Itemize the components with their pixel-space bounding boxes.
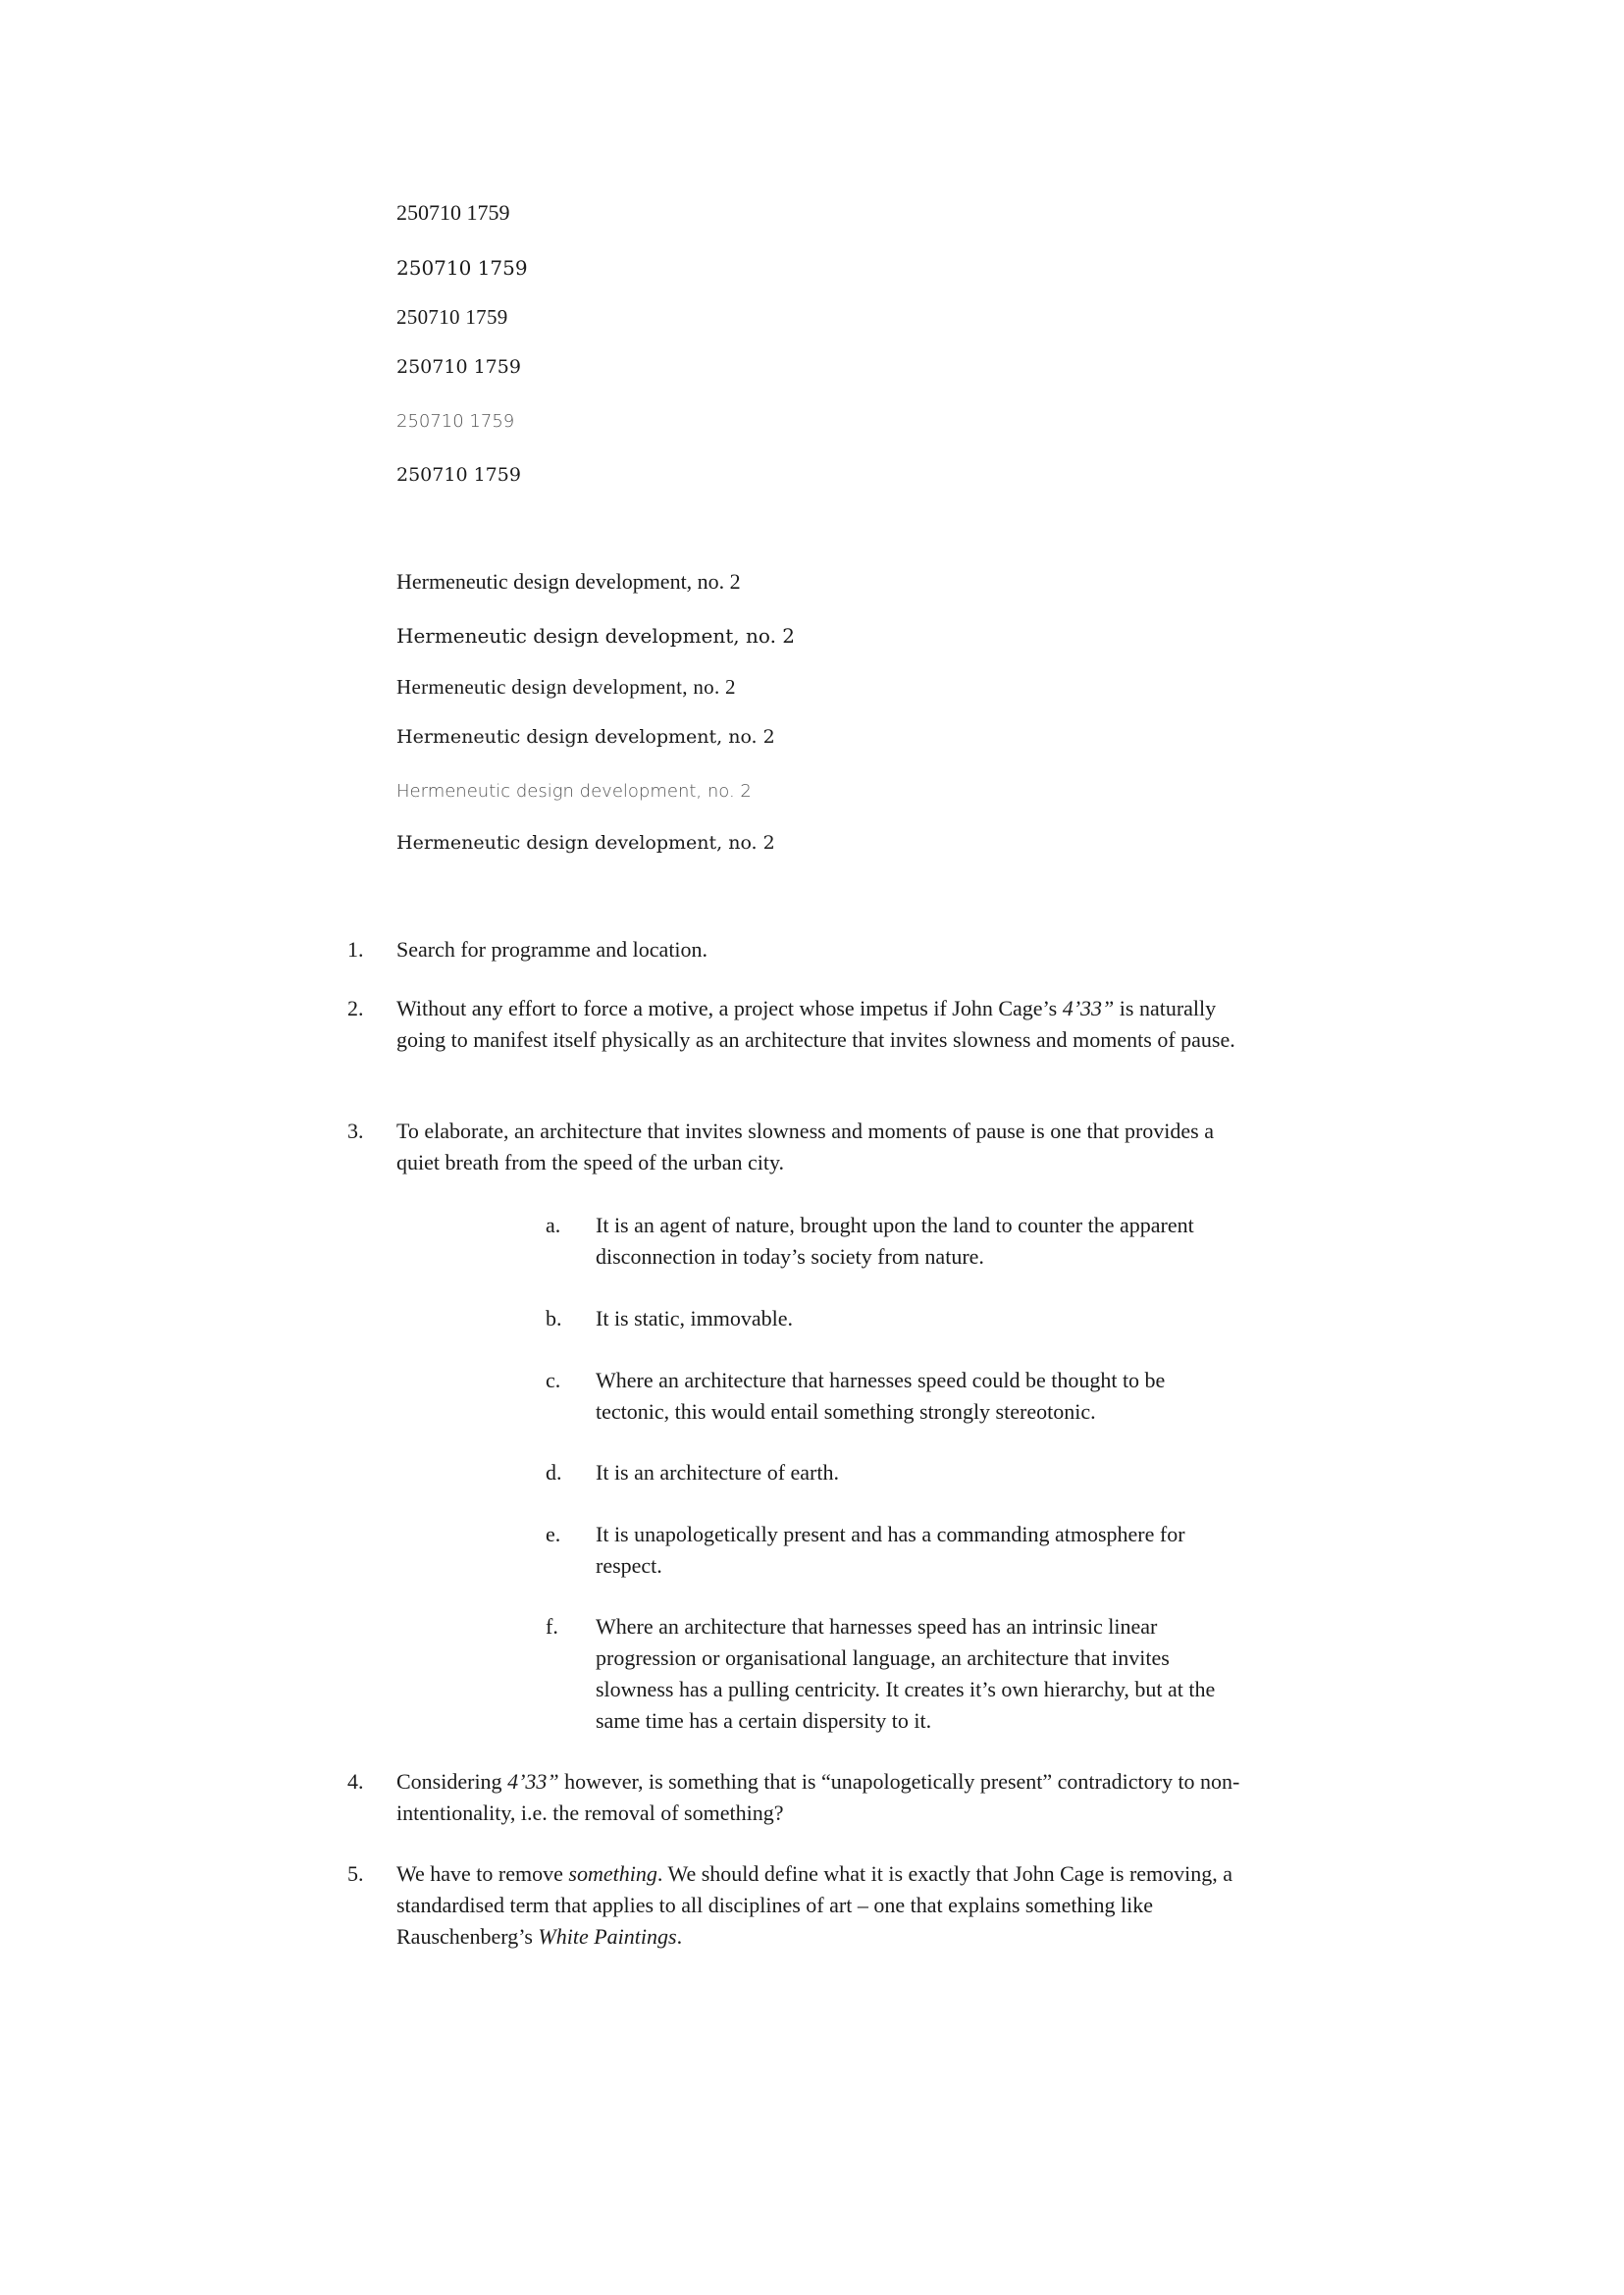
timestamp: 250710 1759 xyxy=(396,305,508,329)
sub-list-text: It is unapologetically present and has a commanding atmosphere for respect. xyxy=(596,1522,1185,1578)
sub-list-text: It is static, immovable. xyxy=(596,1306,794,1330)
sub-list-letter: f. xyxy=(546,1614,558,1639)
sub-list-letter: b. xyxy=(546,1306,562,1330)
timestamp: 250710 1759 xyxy=(396,356,521,378)
sub-list-letter: c. xyxy=(546,1368,561,1392)
document-title: Hermeneutic design development, no. 2 xyxy=(396,624,796,648)
work-title: White Paintings xyxy=(538,1924,677,1949)
list-text: Considering 4’33” however, is something that is “unapologetically present” contradictory to non-intentionality, i.e. the removal of something? xyxy=(396,1769,1240,1825)
list-number: 5. xyxy=(347,1861,364,1886)
list-number: 3. xyxy=(347,1119,364,1143)
emphasis: something xyxy=(568,1861,657,1886)
timestamp: 250710 1759 xyxy=(396,411,515,432)
document-title: Hermeneutic design development, no. 2 xyxy=(396,569,741,594)
document-title: Hermeneutic design development, no. 2 xyxy=(396,832,775,854)
sub-list-letter: a. xyxy=(546,1213,561,1237)
sub-list-letter: e. xyxy=(546,1522,561,1546)
sub-list-text: Where an architecture that harnesses speed could be thought to be tectonic, this would entail something strongly stereotonic. xyxy=(596,1368,1166,1424)
list-text: To elaborate, an architecture that invites slowness and moments of pause is one that provides a quiet breath from the speed of the urban city. xyxy=(396,1119,1214,1174)
sub-list-text: It is an architecture of earth. xyxy=(596,1460,839,1485)
sub-list-letter: d. xyxy=(546,1460,562,1485)
sub-list-text: It is an agent of nature, brought upon the land to counter the apparent disconnection in today’s society from nature. xyxy=(596,1213,1194,1269)
timestamp: 250710 1759 xyxy=(396,464,521,486)
list-text: Search for programme and location. xyxy=(396,937,708,962)
work-title: 4’33” xyxy=(507,1769,559,1794)
list-text: We have to remove something. We should define what it is exactly that John Cage is removing, a standardised term that applies to all disciplines of art – one that explains something like Rauschenberg’s White Paintings. xyxy=(396,1861,1233,1949)
list-number: 1. xyxy=(347,937,364,962)
list-text: Without any effort to force a motive, a project whose impetus if John Cage’s 4’33” is naturally going to manifest itself physically as an architecture that invites slowness and moments of pause. xyxy=(396,996,1235,1052)
timestamp: 250710 1759 xyxy=(396,200,510,225)
sub-list-text: Where an architecture that harnesses speed has an intrinsic linear progression or organisational language, an architecture that invites slowness has a pulling centricity. It creates it’s own hierarchy, but at the same time has a certain dispersity to it. xyxy=(596,1614,1216,1733)
document-title: Hermeneutic design development, no. 2 xyxy=(396,781,752,802)
list-number: 4. xyxy=(347,1769,364,1794)
timestamp: 250710 1759 xyxy=(396,256,528,280)
document-title: Hermeneutic design development, no. 2 xyxy=(396,675,736,699)
list-number: 2. xyxy=(347,996,364,1020)
document-title: Hermeneutic design development, no. 2 xyxy=(396,726,775,748)
work-title: 4’33” xyxy=(1062,996,1115,1020)
